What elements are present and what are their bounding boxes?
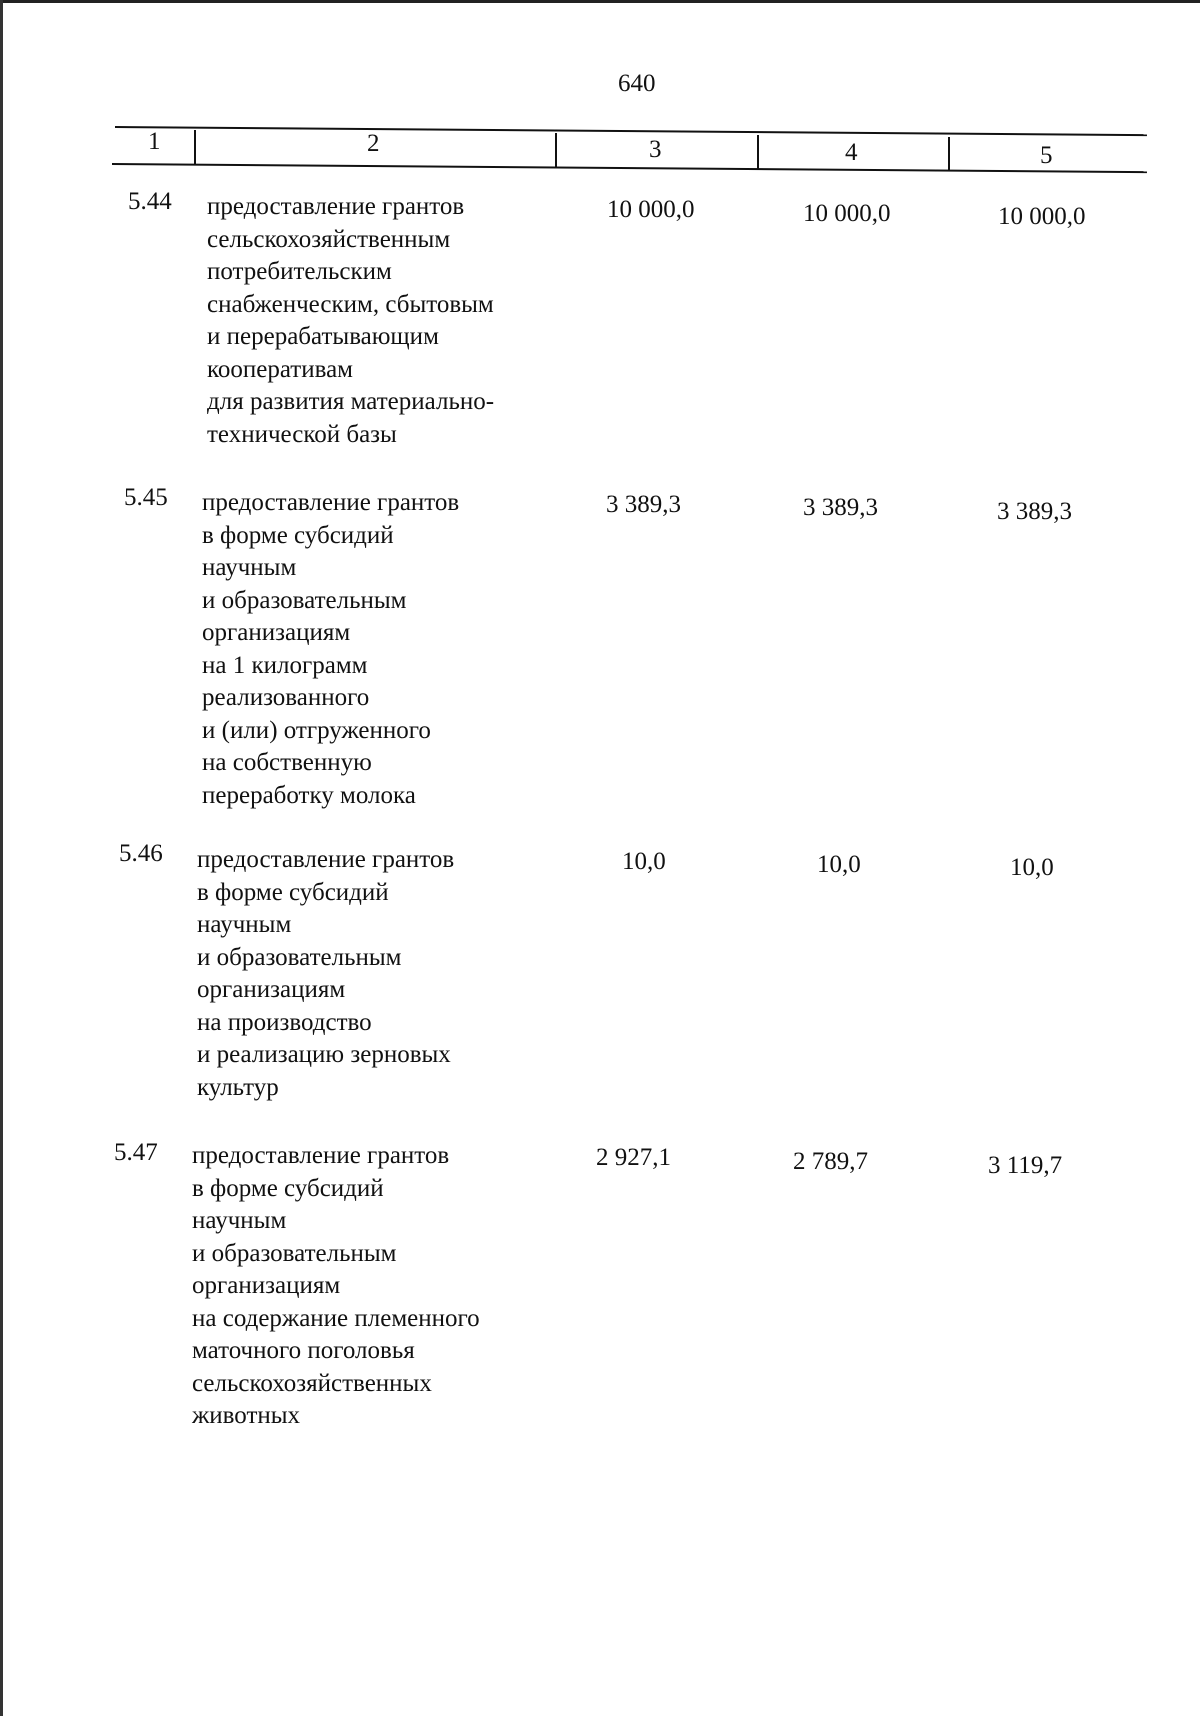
value-col-3: 10,0 [622,848,666,875]
header-col-5: 5 [1040,142,1053,169]
description-line: и перерабатывающим [207,323,439,350]
value-col-4: 2 789,7 [793,1148,868,1175]
description-line: кооперативам [207,355,353,383]
description-line: снабженческим, сбытовым [207,290,494,318]
description-line: и реализацию зерновых [197,1041,451,1068]
value-col-3: 2 927,1 [596,1144,671,1171]
scan-edge-left [0,0,3,1716]
value-col-3: 10 000,0 [607,196,695,223]
description-line: предоставление грантов [202,489,460,516]
row-number: 5.45 [124,484,168,511]
value-col-5: 10,0 [1010,854,1054,881]
header-col-4: 4 [845,139,858,166]
description-line: научным [197,911,292,938]
row-number: 5.47 [114,1139,158,1166]
value-col-5: 3 119,7 [988,1152,1063,1179]
description-line: технической базы [207,420,397,448]
description-line: и образовательным [197,943,402,971]
description-line: животных [192,1402,301,1429]
description-line: на производство [197,1008,372,1036]
row-description [202,487,562,812]
description-line: на собственную [202,749,372,776]
description-line: переработку молока [202,781,416,809]
description-line: и образовательным [192,1239,397,1267]
value-col-3: 3 389,3 [606,491,681,518]
description-line: на 1 килограмм [202,651,368,679]
value-col-5: 3 389,3 [997,498,1072,525]
description-line: предоставление грантов [192,1142,450,1169]
value-col-5: 10 000,0 [998,203,1086,230]
header-separator-3 [757,135,759,169]
description-line: сельскохозяйственных [192,1369,432,1397]
page-number: 640 [618,70,656,97]
header-col-1: 1 [148,128,161,155]
row-number: 5.44 [128,188,172,215]
description-line: в форме субсидий [197,878,389,906]
header-separator-4 [948,137,950,171]
description-line: организациям [197,976,346,1003]
value-col-4: 10 000,0 [803,200,891,227]
description-line: реализованного [202,684,370,711]
description-line: в форме субсидий [192,1174,384,1202]
description-line: и (или) отгруженного [202,716,431,744]
description-line: организациям [192,1272,341,1299]
row-description [197,844,557,1104]
description-line: потребительским [207,258,392,285]
value-col-4: 3 389,3 [803,494,878,521]
header-col-2: 2 [367,130,380,157]
description-line: научным [192,1207,287,1234]
header-top-rule [115,126,1147,136]
description-line: предоставление грантов [207,193,465,220]
description-line: и образовательным [202,586,407,614]
description-line: культур [197,1073,279,1101]
row-number: 5.46 [119,840,163,867]
scan-edge-top [0,0,1200,3]
description-line: на содержание племенного [192,1304,480,1332]
description-line: маточного поголовья [192,1337,415,1364]
description-line: сельскохозяйственным [207,225,451,253]
description-line: предоставление грантов [197,846,455,873]
row-description [192,1140,552,1433]
row-description [207,191,567,451]
description-line: научным [202,554,297,581]
description-line: организациям [202,619,351,646]
description-line: для развития материально- [207,388,495,415]
header-separator-2 [555,133,557,167]
header-col-3: 3 [649,136,662,163]
header-bottom-rule [112,163,1147,173]
header-separator-1 [194,130,196,164]
value-col-4: 10,0 [817,851,861,878]
description-line: в форме субсидий [202,521,394,549]
